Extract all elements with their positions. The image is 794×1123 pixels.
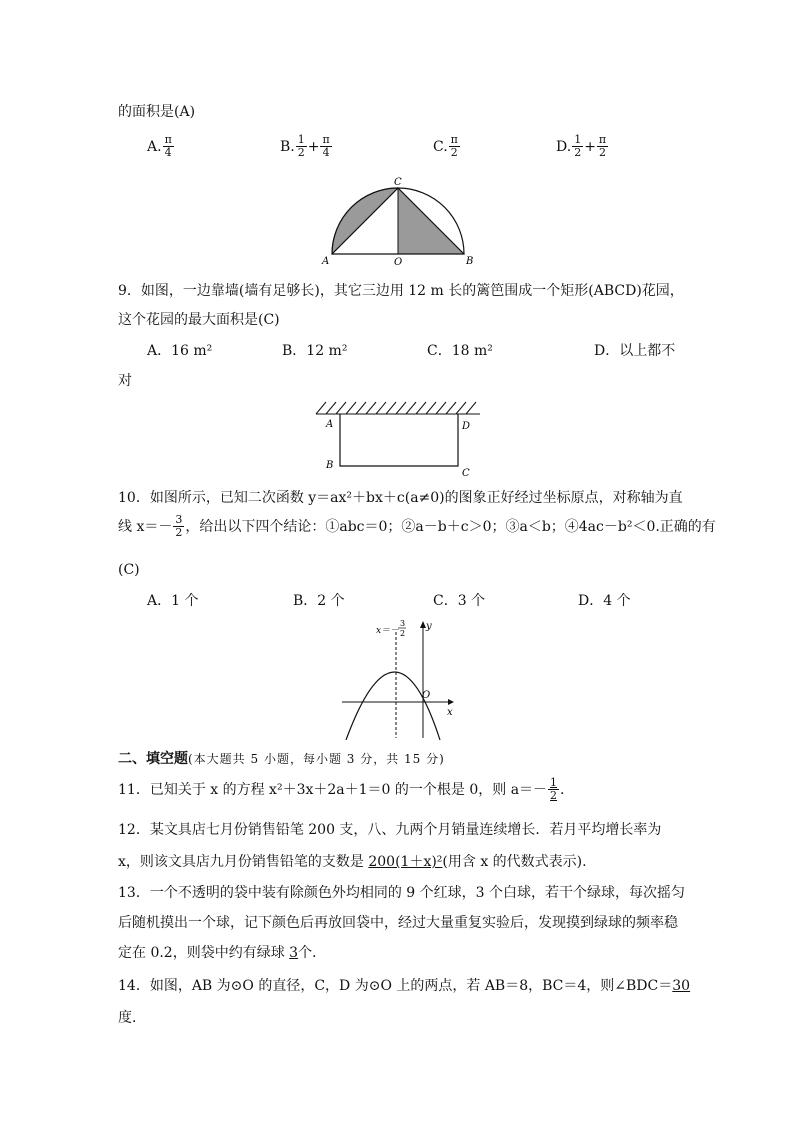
parabola-curve <box>346 672 440 740</box>
q13-line-2: 后随机摸出一个球，记下颜色后再放回袋中，经过大量重复实验后，发现摸到绿球的频率稳 <box>118 915 678 931</box>
fraction: $\frac{\pi}{4}$ <box>322 133 330 159</box>
q13-line-3: 定在 0.2，则袋中约有绿球 3个． <box>118 945 327 961</box>
q8-stem-tail: 的面积是(A) <box>118 104 196 120</box>
label-b: B <box>466 256 474 266</box>
label-c: C <box>394 177 402 188</box>
q14-line-1: 14．如图，AB 为⊙O 的直径，C，D 为⊙O 上的两点，若 AB＝8，BC＝4，则∠BDC＝30 <box>118 978 691 994</box>
label-c: C <box>462 468 470 479</box>
fraction: $\frac{3}{2}$ <box>175 513 183 539</box>
q14-line-2: 度． <box>118 1010 146 1026</box>
axis-eq-num: 3 <box>400 619 406 628</box>
section-2-note: (本大题共 5 小题，每小题 3 分，共 15 分) <box>188 752 445 766</box>
axis-eq-den: 2 <box>400 629 406 638</box>
q12-line-1: 12．某文具店七月份销售铅笔 200 支，八、九两个月销量连续增长．若月平均增长率为 <box>118 822 662 838</box>
label-y: y <box>426 621 432 632</box>
q13-answer: 3 <box>289 945 299 961</box>
q12-line-2: x，则该文具店九月份销售铅笔的支数是 200(1＋x)²(用含 x 的代数式表示). <box>118 854 587 870</box>
q13-line-1: 13．一个不透明的袋中装有除颜色外均相同的 9 个红球，3 个白球，若干个绿球，每次摇匀 <box>118 885 685 901</box>
q10-parabola-figure <box>336 616 460 740</box>
q9-line-1: 9．如图，一边靠墙(墙有足够长)，其它三边用 12 m 长的篱笆围成一个矩形(ABCD)花园， <box>118 283 684 299</box>
q9-option-a: A．16 m² <box>147 343 213 359</box>
label-o: O <box>394 257 403 266</box>
axis-eq-label: x＝－ <box>376 626 400 636</box>
q12-answer: 200(1＋x)² <box>368 854 443 870</box>
q9-rectangle-figure <box>312 398 484 480</box>
q11-answer-fraction: $\frac{1}{2}$ <box>550 776 558 802</box>
section-2-heading <box>118 749 445 769</box>
label-a: A <box>326 419 334 430</box>
q10-line-1: 10．如图所示，已知二次函数 y＝ax²＋bx＋c(a≠0)的图象正好经过坐标原点，对称轴为直 <box>118 490 683 506</box>
q9-option-c: C．18 m² <box>427 343 493 359</box>
q10-line-2: 线 x＝－ $\frac{3}{2}$ ，给出以下四个结论：①abc＝0；②a－b＋c＞0；③a＜b；④4ac－b²＜0.正确的有 <box>118 513 716 539</box>
fraction: $\frac{\pi}{2}$ <box>450 133 458 159</box>
q9-option-d: D．以上都不 <box>594 343 676 359</box>
q8-option-a: A. $\frac{\pi}{4}$ <box>147 133 172 159</box>
q8-option-c: C. $\frac{\pi}{2}$ <box>433 133 458 159</box>
q10-option-b: B．2 个 <box>293 593 345 609</box>
q10-option-a: A．1 个 <box>147 593 199 609</box>
section-2-title: 二、填空题 <box>118 751 188 767</box>
label-b: B <box>326 460 334 471</box>
q9-option-b: B．12 m² <box>282 343 348 359</box>
q9-line-2: 这个花园的最大面积是(C) <box>118 312 280 328</box>
label-x: x <box>447 707 453 718</box>
label-o: O <box>422 690 431 701</box>
q14-answer: 30 <box>672 978 691 994</box>
fence-rectangle <box>340 414 458 466</box>
x-axis-arrow <box>448 699 454 705</box>
q9-option-d-wrap: 对 <box>118 373 132 389</box>
label-d: D <box>462 421 471 432</box>
q11-line: 11．已知关于 x 的方程 x²＋3x＋2a＋1＝0 的一个根是 0，则 a＝－ $\frac{1}{2}$ . <box>118 776 565 802</box>
q8-option-b: B. $\frac{1}{2}$ + $\frac{\pi}{4}$ <box>280 133 330 159</box>
label-a: A <box>322 256 330 266</box>
q10-line-3: (C) <box>118 562 140 578</box>
q8-semicircle-figure <box>320 176 480 266</box>
fraction: $\frac{1}{2}$ <box>297 133 305 159</box>
wall-hatching <box>316 402 480 414</box>
fraction: $\frac{\pi}{4}$ <box>164 133 172 159</box>
q8-option-d: D. $\frac{1}{2}$ + $\frac{\pi}{2}$ <box>556 133 607 159</box>
q10-option-c: C．3 个 <box>433 593 486 609</box>
fraction: $\frac{1}{2}$ <box>574 133 582 159</box>
q10-option-d: D．4 个 <box>578 593 631 609</box>
fraction: $\frac{\pi}{2}$ <box>598 133 607 159</box>
